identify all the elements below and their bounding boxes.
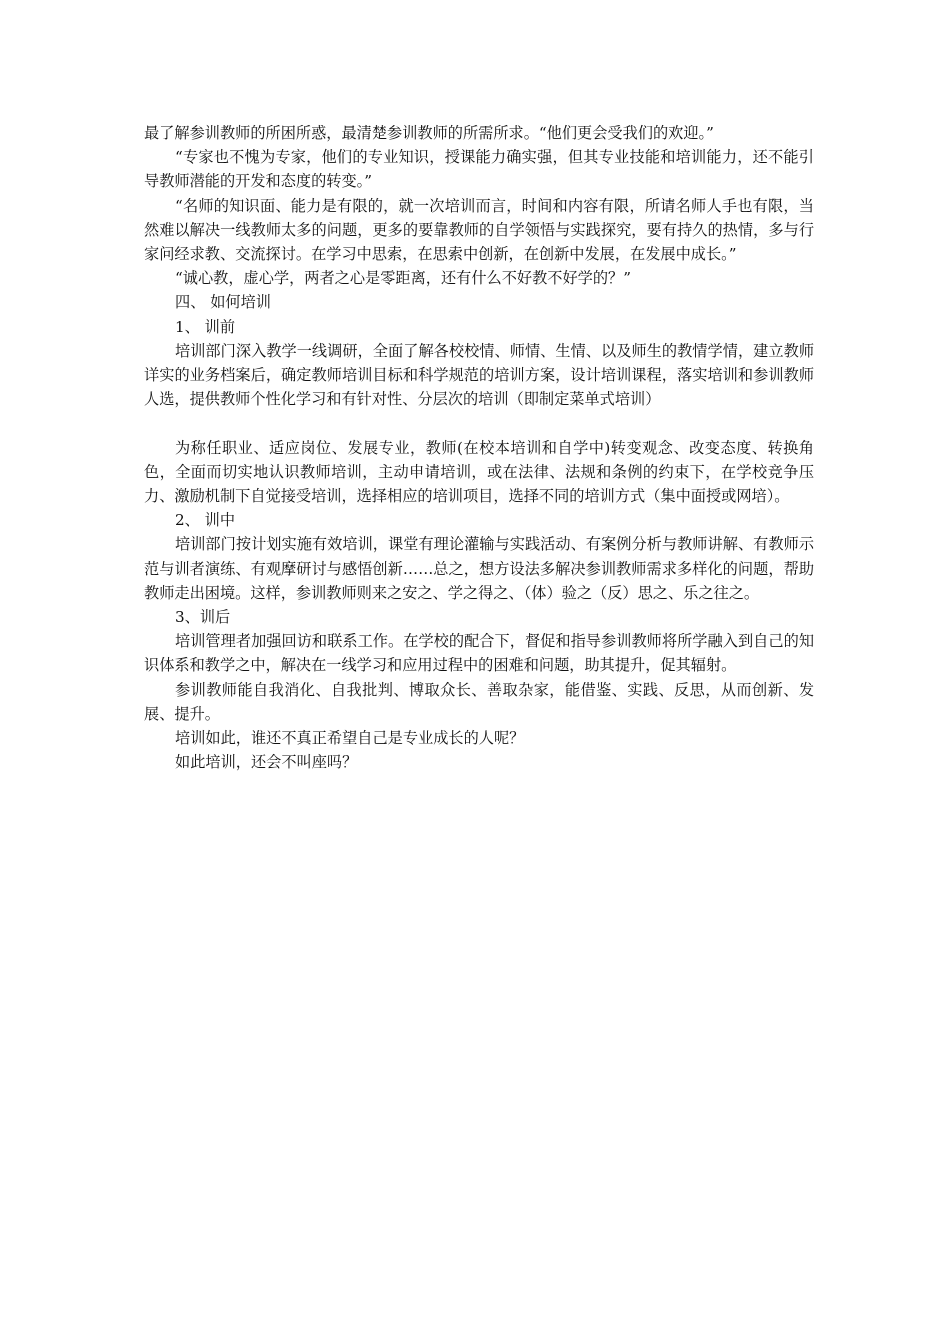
- paragraph-during-training: 培训部门按计划实施有效培训，课堂有理论灌输与实践活动、有案例分析与教师讲解、有教师示范与训者演练、有观摩研讨与感悟创新……总之，想方设法多解决参训教师需求多样化的问题，帮助教师走出困境。这样，参训教师则来之安之、学之得之、（体）验之（反）思之、乐之往之。: [144, 535, 814, 602]
- paragraph-after-training-1: 培训管理者加强回访和联系工作。在学校的配合下，督促和指导参训教师将所学融入到自己的知识体系和教学之中，解决在一线学习和应用过程中的困难和问题，助其提升，促其辐射。: [144, 632, 814, 675]
- paragraph-2: “专家也不愧为专家，他们的专业知识，授课能力确实强，但其专业技能和培训能力，还不能引导教师潜能的开发和态度的转变。”: [144, 148, 814, 191]
- closing-question-2: 如此培训，还会不叫座吗？: [175, 753, 358, 772]
- document-body: [144, 121, 814, 774]
- section-heading-how-to-train: 四、 如何培训: [175, 293, 271, 312]
- paragraph-after-training-2: 参训教师能自我消化、自我批判、博取众长、善取杂家，能借鉴、实践、反思，从而创新、发展、提升。: [144, 680, 814, 723]
- closing-question-1: 培训如此，谁还不真正希望自己是专业成长的人呢？: [175, 729, 525, 748]
- paragraph-before-training-2: 为称任职业、适应岗位、发展专业，教师(在校本培训和自学中)转变观念、改变态度、转换角色，全面而切实地认识教师培训，主动申请培训，或在法律、法规和条例的约束下，在学校竞争压力、激励机制下自觉接受培训，选择相应的培训项目，选择不同的培训方式（集中面授或网培）。: [144, 438, 814, 506]
- subheading-during-training: 2、 训中: [175, 511, 236, 530]
- subheading-before-training: 1、 训前: [175, 317, 236, 336]
- paragraph-4: “诚心教，虚心学，两者之心是零距离，还有什么不好教不好学的？”: [175, 269, 631, 288]
- paragraph-3: “名师的知识面、能力是有限的，就一次培训而言，时间和内容有限，所请名师人手也有限，当然难以解决一线教师太多的问题，更多的要靠教师的自学领悟与实践探究，要有持久的热情，多与行家问经求教、交流探讨。在学习中思索，在思索中创新，在创新中发展，在发展中成长。”: [144, 196, 814, 264]
- paragraph-before-training-1: 培训部门深入教学一线调研，全面了解各校校情、师情、生情、以及师生的教情学情，建立教师详实的业务档案后，确定教师培训目标和科学规范的培训方案，设计培训课程，落实培训和参训教师人选，提供教师个性化学习和有针对性、分层次的培训（即制定菜单式培训）: [144, 341, 814, 409]
- blank-line: [144, 411, 814, 435]
- paragraph-1: 最了解参训教师的所困所惑，最清楚参训教师的所需所求。“他们更会受我们的欢迎。”: [144, 124, 714, 142]
- subheading-after-training: 3、训后: [175, 608, 231, 627]
